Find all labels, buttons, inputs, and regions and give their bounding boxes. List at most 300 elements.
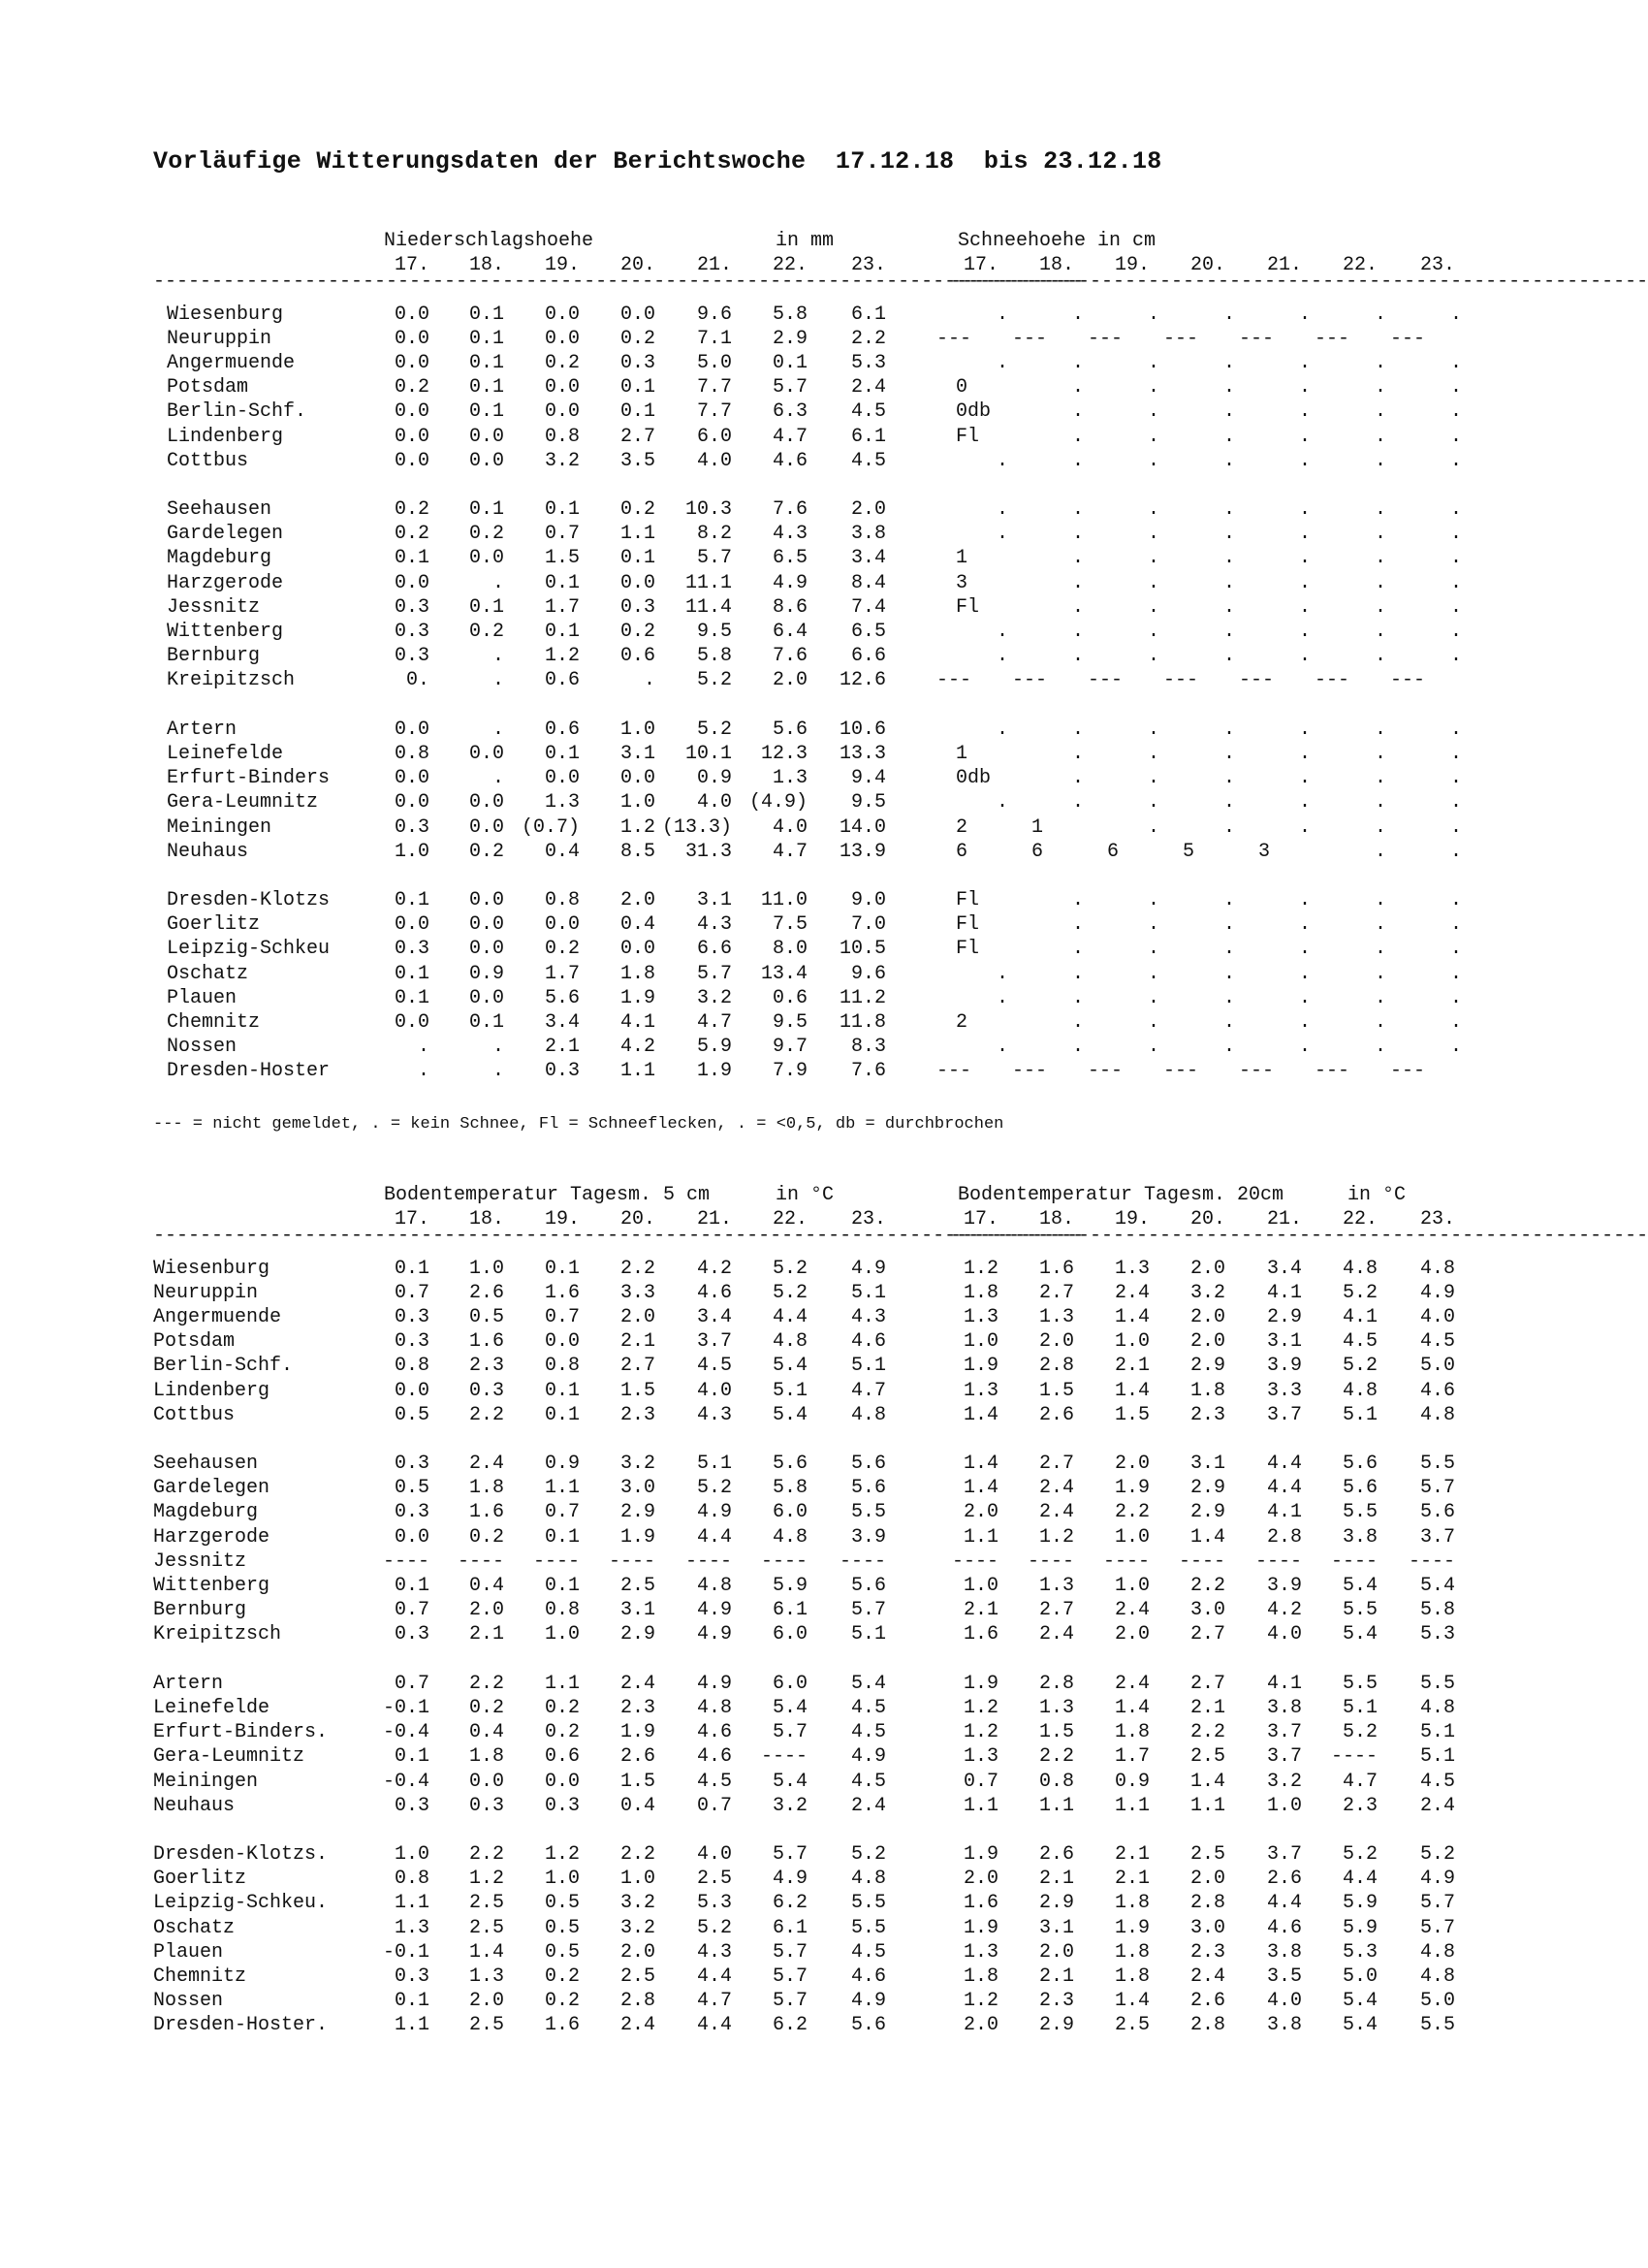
snow-value: . — [1374, 1011, 1386, 1034]
precip-value: 12.3 — [760, 742, 808, 765]
temp20-value: 5.4 — [1342, 2014, 1378, 2037]
temp20-value: 3.2 — [1266, 1770, 1302, 1793]
station-row — [153, 644, 1491, 668]
station-name: Chemnitz — [167, 1011, 261, 1034]
day-label: 18. — [1038, 254, 1074, 277]
temp5-value: 5.6 — [850, 1477, 886, 1500]
precip-value: 0.3 — [619, 595, 655, 619]
temp20-value: 2.4 — [1114, 1672, 1150, 1695]
precip-value: 0.1 — [468, 595, 504, 619]
precip-value: 0. — [405, 669, 429, 692]
temp20-value: 5.7 — [1419, 1916, 1455, 1939]
temp5-value: 1.4 — [468, 1940, 504, 1964]
station-row — [153, 1379, 1491, 1403]
temp5-value: 3.0 — [619, 1477, 655, 1500]
group-spacer — [153, 1647, 1491, 1672]
snow-value: 2 — [956, 1011, 968, 1034]
temp20-value: ---- — [1027, 1549, 1074, 1573]
temp5-value: 1.9 — [619, 1721, 655, 1744]
temp20-value: 2.0 — [963, 1501, 998, 1524]
temp20-value: 5.4 — [1419, 1575, 1455, 1597]
precip-value: 0.6 — [772, 986, 808, 1009]
temp20-value: 4.9 — [1419, 1868, 1455, 1891]
temp20-value: 1.4 — [1114, 1305, 1150, 1328]
temp5-value: 0.2 — [544, 1696, 580, 1719]
temp5-value: 5.5 — [850, 1892, 886, 1915]
temp20-value: 2.1 — [1038, 1868, 1074, 1891]
temp20-value: 2.6 — [1189, 1990, 1225, 2013]
temp5-value: 5.7 — [850, 1599, 886, 1622]
precip-value: 5.2 — [696, 718, 732, 741]
precip-value: 0.4 — [619, 913, 655, 937]
precip-value: 0.0 — [468, 938, 504, 961]
precip-value: 0.0 — [468, 449, 504, 472]
temp20-value: 1.4 — [963, 1403, 998, 1426]
temp5-value: 1.5 — [619, 1379, 655, 1402]
precip-value: 0.0 — [544, 913, 580, 937]
snow-value: . — [1071, 400, 1084, 424]
temp5-value: 1.0 — [468, 1257, 504, 1280]
precip-value: 0.0 — [544, 376, 580, 399]
temp20-value: 1.8 — [1114, 1940, 1150, 1964]
station-name: Dresden-Klotzs. — [153, 1843, 329, 1867]
station-name: Leipzig-Schkeu — [167, 938, 331, 961]
temp5-value: 2.5 — [468, 1892, 504, 1915]
temp5-value: 4.0 — [696, 1843, 732, 1867]
temp5-value: 1.1 — [544, 1477, 580, 1500]
temp20-value: ---- — [1330, 1745, 1378, 1769]
station-name: Neuhaus — [167, 840, 249, 863]
snow-value: . — [1222, 449, 1235, 472]
temp5-value: 0.1 — [544, 1403, 580, 1426]
temp20-value: 3.8 — [1266, 1696, 1302, 1719]
temp20-value: 1.9 — [963, 1672, 998, 1695]
temp20-value: 1.5 — [1038, 1379, 1074, 1402]
temp5-value: 0.1 — [394, 1575, 429, 1597]
temp5-value: 4.5 — [696, 1770, 732, 1793]
precip-value: 4.6 — [772, 449, 808, 472]
station-name: Gardelegen — [153, 1477, 270, 1500]
temp5-value: 2.6 — [468, 1281, 504, 1304]
temp20-value: 3.7 — [1266, 1403, 1302, 1426]
temp20-value: 4.8 — [1342, 1379, 1378, 1402]
station-name: Neuruppin — [167, 327, 272, 350]
temp20-value: 5.1 — [1419, 1745, 1455, 1769]
temp5-value: 2.4 — [619, 2014, 655, 2037]
precip-value: 9.5 — [696, 621, 732, 643]
precip-value: (13.3) — [661, 815, 732, 839]
snow-value: . — [1449, 645, 1462, 668]
temp5-value: 0.2 — [468, 1525, 504, 1549]
temp20-value: 4.0 — [1419, 1305, 1455, 1328]
snow-value: . — [1147, 400, 1159, 424]
temp5-value: 2.5 — [468, 2014, 504, 2037]
temp5-value: 2.2 — [619, 1843, 655, 1867]
snow-value: . — [1449, 938, 1462, 961]
group-spacer — [153, 693, 1491, 718]
temp20-value: 3.7 — [1266, 1843, 1302, 1867]
temp20-value: 1.4 — [1189, 1770, 1225, 1793]
precip-value: 10.6 — [839, 718, 886, 741]
snow-value: . — [1147, 767, 1159, 790]
precip-value: 0.4 — [544, 840, 580, 863]
temp5-value: 6.0 — [772, 1501, 808, 1524]
temp20-value: 4.0 — [1266, 1623, 1302, 1646]
precip-value: 0.1 — [394, 889, 429, 912]
snow-value: . — [1222, 571, 1235, 594]
snow-value: --- — [1012, 1060, 1048, 1083]
temp5-value: 1.2 — [468, 1868, 504, 1891]
temp20-value: 1.3 — [963, 1305, 998, 1328]
snow-value: . — [1374, 621, 1386, 643]
snow-value: . — [1071, 718, 1084, 741]
temp20-value: 1.9 — [1114, 1477, 1150, 1500]
snow-value: . — [1147, 523, 1159, 546]
precip-value: 0.2 — [619, 327, 655, 350]
precip-value: 0.3 — [394, 595, 429, 619]
precip-value: 0.2 — [394, 498, 429, 522]
temp20-value: 1.1 — [963, 1794, 998, 1817]
station-name: Lindenberg — [167, 425, 284, 448]
temp20-value: 3.9 — [1266, 1575, 1302, 1597]
station-name: Neuruppin — [153, 1281, 259, 1304]
temp20-value: 2.9 — [1189, 1477, 1225, 1500]
temp5-value: 0.0 — [394, 1525, 429, 1549]
precip-value: 0.1 — [468, 376, 504, 399]
station-name: Bernburg — [153, 1599, 247, 1622]
station-row — [153, 425, 1491, 449]
precip-value: 0.0 — [544, 327, 580, 350]
day-label: 22. — [1342, 1208, 1378, 1231]
snow-value: --- — [1390, 327, 1426, 350]
station-name: Jessnitz — [153, 1549, 247, 1573]
temp20-value: 1.8 — [963, 1281, 998, 1304]
temp20-value: 3.7 — [1266, 1721, 1302, 1744]
precip-value: 11.1 — [684, 571, 732, 594]
station-name: Kreipitzsch — [167, 669, 296, 692]
snow-value: . — [1071, 571, 1084, 594]
snow-value: . — [1374, 571, 1386, 594]
snow-value: . — [1147, 1036, 1159, 1059]
station-name: Angermuende — [167, 351, 296, 374]
station-name: Bernburg — [167, 645, 261, 668]
temp5-value: 0.5 — [544, 1916, 580, 1939]
temp20-value: 0.9 — [1114, 1770, 1150, 1793]
station-row — [153, 1867, 1491, 1891]
temp20-value: 5.4 — [1342, 1623, 1378, 1646]
day-label: 18. — [468, 254, 504, 277]
precip-value: 0.0 — [394, 913, 429, 937]
temp5-value: 5.1 — [850, 1281, 886, 1304]
snow-value: . — [1298, 523, 1311, 546]
station-row — [153, 1794, 1491, 1818]
precip-value: 0.0 — [468, 986, 504, 1009]
station-row — [153, 1622, 1491, 1646]
temp20-value: 5.0 — [1342, 1965, 1378, 1988]
day-label: 20. — [1189, 1208, 1225, 1231]
snow-value: . — [1071, 498, 1084, 522]
temp20-value: 3.0 — [1189, 1916, 1225, 1939]
precip-value: 0.6 — [544, 669, 580, 692]
snow-value: . — [1298, 742, 1311, 765]
temp20-value: 4.1 — [1266, 1672, 1302, 1695]
temp20-value: 3.0 — [1189, 1599, 1225, 1622]
snow-value: . — [1222, 742, 1235, 765]
precip-value: 10.3 — [684, 498, 732, 522]
precip-value: 12.6 — [839, 669, 886, 692]
snow-value: . — [1298, 303, 1311, 326]
precip-value: 0.1 — [468, 498, 504, 522]
snow-value: . — [1374, 547, 1386, 570]
separator-left: -------------------------------------------------------------------------------- — [153, 1225, 1085, 1248]
temp5-value: 4.4 — [772, 1305, 808, 1328]
temp5-value: 0.5 — [394, 1477, 429, 1500]
temp5-value: 5.2 — [772, 1257, 808, 1280]
station-name: Berlin-Schf. — [153, 1355, 294, 1378]
temp5-value: 0.4 — [468, 1575, 504, 1597]
station-name: Artern — [153, 1672, 224, 1695]
temp5-value: 0.7 — [394, 1281, 429, 1304]
temp20-value: 2.4 — [1114, 1281, 1150, 1304]
group-spacer — [153, 864, 1491, 888]
precip-value: 3.1 — [696, 889, 732, 912]
station-row — [153, 986, 1491, 1010]
temp5-value: 0.2 — [468, 1696, 504, 1719]
temp5-value: 5.1 — [850, 1355, 886, 1378]
temp5-value: 0.1 — [544, 1257, 580, 1280]
snow-value: --- — [1012, 327, 1048, 350]
snow-value: . — [1147, 645, 1159, 668]
precip-value: 0.1 — [544, 571, 580, 594]
day-label: 18. — [468, 1208, 504, 1231]
precip-value: 11.4 — [684, 595, 732, 619]
snow-value: . — [1374, 595, 1386, 619]
snow-value: . — [1147, 621, 1159, 643]
snow-value: --- — [1088, 1060, 1124, 1083]
temp20-value: 5.6 — [1342, 1453, 1378, 1476]
snow-value: . — [1449, 1011, 1462, 1034]
temp5-value: 0.5 — [468, 1305, 504, 1328]
station-row — [153, 1770, 1491, 1794]
snow-value: . — [1449, 742, 1462, 765]
precip-value: 7.4 — [850, 595, 886, 619]
temp20-value: 3.7 — [1419, 1525, 1455, 1549]
temp5-value: 1.0 — [394, 1843, 429, 1867]
temp20-value: 4.8 — [1419, 1940, 1455, 1964]
temp20-value: 1.1 — [1114, 1794, 1150, 1817]
temp5-value: 4.8 — [696, 1575, 732, 1597]
temp20-value: 4.8 — [1342, 1257, 1378, 1280]
temp20-value: 1.9 — [963, 1916, 998, 1939]
temp20-value: 4.8 — [1419, 1403, 1455, 1426]
temp20-value: 3.2 — [1189, 1281, 1225, 1304]
precip-value: 1.8 — [619, 962, 655, 985]
temp5-value: 2.4 — [468, 1453, 504, 1476]
precip-value: 0.0 — [394, 767, 429, 790]
temp5-value: 4.3 — [696, 1940, 732, 1964]
snow-value: . — [1222, 767, 1235, 790]
temp20-value: 4.8 — [1419, 1696, 1455, 1719]
temp5-value: 0.7 — [544, 1305, 580, 1328]
station-name: Wiesenburg — [167, 303, 284, 326]
station-name: Jessnitz — [167, 595, 261, 619]
station-row — [153, 399, 1491, 424]
temp20-value: 2.0 — [1189, 1330, 1225, 1354]
station-row — [153, 1574, 1491, 1598]
temp20-value: 5.8 — [1419, 1599, 1455, 1622]
temp20-value: 5.2 — [1342, 1281, 1378, 1304]
station-row — [153, 571, 1491, 595]
snow-value: . — [1222, 351, 1235, 374]
station-name: Seehausen — [153, 1453, 259, 1476]
temp5-value: 2.5 — [619, 1575, 655, 1597]
station-name: Meiningen — [153, 1770, 259, 1793]
precip-value: 0.0 — [394, 571, 429, 594]
temp5-value: 0.3 — [394, 1794, 429, 1817]
temp20-value: 1.0 — [963, 1575, 998, 1597]
temp20-value: 2.8 — [1038, 1355, 1074, 1378]
temp20-value: 1.6 — [963, 1892, 998, 1915]
temp5-value: 5.7 — [772, 1940, 808, 1964]
temp5-value: 4.9 — [696, 1672, 732, 1695]
snow-value: Fl — [956, 425, 980, 448]
temp20-value: 2.2 — [1189, 1575, 1225, 1597]
temp20-value: 2.7 — [1038, 1599, 1074, 1622]
day-label: 20. — [1189, 254, 1225, 277]
snow-value: 6 — [1031, 840, 1044, 863]
snow-value: . — [1071, 889, 1084, 912]
snow-value: . — [1298, 400, 1311, 424]
precip-value: 9.0 — [850, 889, 886, 912]
temp5-value: 0.1 — [544, 1379, 580, 1402]
temp5-value: 0.2 — [544, 1721, 580, 1744]
temp20-value: 5.4 — [1342, 1990, 1378, 2013]
snow-value: . — [1147, 571, 1159, 594]
temp5-value: 5.7 — [772, 1965, 808, 1988]
temp20-value: 1.4 — [1114, 1696, 1150, 1719]
temp5-value: 4.3 — [696, 1403, 732, 1426]
precip-value: 4.0 — [772, 815, 808, 839]
temp5-value: 5.2 — [772, 1281, 808, 1304]
precip-value: 0.2 — [544, 938, 580, 961]
temp20-value: 1.5 — [1038, 1721, 1074, 1744]
snow-value: . — [1071, 425, 1084, 448]
temp5-value: 3.3 — [619, 1281, 655, 1304]
precip-value: 6.3 — [772, 400, 808, 424]
temp5-value: 3.2 — [619, 1453, 655, 1476]
temp20-value: 5.5 — [1342, 1672, 1378, 1695]
temp20-value: 1.3 — [1038, 1305, 1074, 1328]
temp20-value: 1.9 — [963, 1355, 998, 1378]
temp20-value: 1.0 — [1114, 1575, 1150, 1597]
temp20-value: 2.0 — [1038, 1330, 1074, 1354]
temp5-value: 5.1 — [696, 1453, 732, 1476]
temp20-value: 2.5 — [1189, 1843, 1225, 1867]
station-row — [153, 1720, 1491, 1744]
temp5-value: -0.1 — [382, 1940, 429, 1964]
snow-value: . — [1222, 376, 1235, 399]
snow-value: . — [996, 303, 1008, 326]
temp5-value: 2.3 — [468, 1355, 504, 1378]
temp20-value: 4.0 — [1266, 1990, 1302, 2013]
precip-value: 0.9 — [468, 962, 504, 985]
precip-value: . — [417, 1060, 429, 1083]
temp20-value: 1.0 — [963, 1330, 998, 1354]
temp5-value: 2.3 — [619, 1696, 655, 1719]
day-label: 17. — [963, 1208, 998, 1231]
station-name: Leinefelde — [167, 742, 284, 765]
snow-value: . — [1298, 718, 1311, 741]
snow-value: . — [1298, 1011, 1311, 1034]
precip-value: 0.0 — [468, 742, 504, 765]
snow-value: . — [1071, 742, 1084, 765]
temp5-value: -0.4 — [382, 1770, 429, 1793]
snow-value: 3 — [1258, 840, 1271, 863]
precip-value: 4.7 — [772, 425, 808, 448]
station-row — [153, 327, 1491, 351]
temp20-value: 5.1 — [1342, 1696, 1378, 1719]
precip-value: 5.7 — [696, 547, 732, 570]
temp5-value: 1.1 — [394, 2014, 429, 2037]
temp20-value: 3.3 — [1266, 1379, 1302, 1402]
precip-value: . — [491, 669, 504, 692]
temp5-value: 4.8 — [772, 1525, 808, 1549]
temp5-value: 0.9 — [544, 1453, 580, 1476]
snow-value: . — [1449, 621, 1462, 643]
station-row — [153, 1059, 1491, 1083]
precip-value: 7.6 — [772, 498, 808, 522]
station-row — [153, 888, 1491, 912]
temp20-value: 2.9 — [1189, 1501, 1225, 1524]
temp5-value: 4.8 — [696, 1696, 732, 1719]
temp20-value: 1.4 — [963, 1453, 998, 1476]
temp20-value: 2.8 — [1189, 1892, 1225, 1915]
temp20-value: 2.4 — [1189, 1965, 1225, 1988]
temp20-value: 4.5 — [1419, 1330, 1455, 1354]
snow-value: . — [1374, 425, 1386, 448]
snow-value: . — [1222, 938, 1235, 961]
temp20-value: 4.1 — [1266, 1281, 1302, 1304]
precip-value: 2.0 — [772, 669, 808, 692]
snow-value: . — [1298, 425, 1311, 448]
temp20-value: 2.6 — [1266, 1868, 1302, 1891]
snow-value: . — [1222, 425, 1235, 448]
precip-value: 0.2 — [544, 351, 580, 374]
station-name: Nossen — [167, 1036, 238, 1059]
snow-value: --- — [1088, 327, 1124, 350]
temp5-value: 0.7 — [696, 1794, 732, 1817]
precip-value: 0.6 — [619, 645, 655, 668]
temp5-value: 2.7 — [619, 1355, 655, 1378]
temp20-value: 2.7 — [1189, 1672, 1225, 1695]
precip-value: 0.3 — [394, 815, 429, 839]
temp5-value: 4.7 — [850, 1379, 886, 1402]
precip-value: 0.0 — [468, 889, 504, 912]
precip-value: 5.2 — [696, 669, 732, 692]
snow-value: . — [1374, 767, 1386, 790]
temp5-value: 1.6 — [468, 1501, 504, 1524]
temp5-value: 0.6 — [544, 1745, 580, 1769]
station-row — [153, 962, 1491, 986]
snow-value: . — [1222, 400, 1235, 424]
snow-value: . — [1147, 718, 1159, 741]
day-label: 22. — [1342, 254, 1378, 277]
separator-right: ------------------------------------------------------------ — [950, 271, 1648, 294]
precip-value: 6.4 — [772, 621, 808, 643]
precip-value: 2.9 — [772, 327, 808, 350]
snow-value: . — [1374, 523, 1386, 546]
snow-value: . — [996, 498, 1008, 522]
